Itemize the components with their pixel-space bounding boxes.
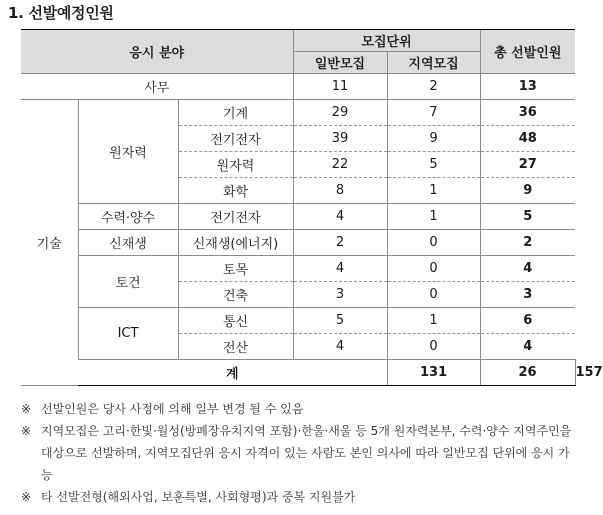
- header-unit: 모집단위: [293, 30, 480, 52]
- header-total: 총 선발인원: [480, 30, 575, 74]
- general-count: 3: [293, 282, 387, 308]
- sub-label: 전기전자: [178, 126, 293, 152]
- regional-count: 0: [387, 334, 480, 360]
- sub-label: 기계: [178, 100, 293, 126]
- regional-count: 1: [387, 308, 480, 334]
- regional-count: 0: [387, 230, 480, 256]
- general-count: 5: [293, 308, 387, 334]
- general-count: 4: [293, 256, 387, 282]
- note-mark: ※: [21, 424, 32, 438]
- note-item: [21, 398, 581, 420]
- group-civil: 토건: [78, 256, 178, 308]
- general-count: 4: [293, 204, 387, 230]
- general-count: 39: [293, 126, 387, 152]
- regional-count: 0: [387, 256, 480, 282]
- office-total: 13: [480, 74, 575, 100]
- note-item: [21, 486, 581, 508]
- note-mark: ※: [21, 490, 32, 504]
- general-count: 22: [293, 152, 387, 178]
- total-count: 4: [480, 256, 575, 282]
- total-count: 4: [480, 334, 575, 360]
- group-ict: ICT: [78, 308, 178, 360]
- note-text: 지역모집은 고리·한빛·월성(방폐장유치지역 포함)·한울·새울 등 5개 원자력본부, 수력·양수 지역주민을 대상으로 선발하며, 지역모집단위 응시 자격이 있는 사람도 본인 의사에 따라 일반모집 단위에 응시 가능: [41, 424, 572, 482]
- total-count: 9: [480, 178, 575, 204]
- header-general: 일반모집: [293, 52, 387, 74]
- general-count: 2: [293, 230, 387, 256]
- regional-count: 0: [387, 282, 480, 308]
- note-text: 선발인원은 당사 사정에 의해 일부 변경 될 수 있음: [41, 402, 304, 416]
- general-count: 8: [293, 178, 387, 204]
- sub-label: 원자력: [178, 152, 293, 178]
- sum-label: 계: [78, 360, 387, 386]
- section-title: 1. 선발예정인원: [8, 4, 114, 22]
- general-count: 29: [293, 100, 387, 126]
- header-regional: 지역모집: [387, 52, 480, 74]
- regional-count: 7: [387, 100, 480, 126]
- total-count: 2: [480, 230, 575, 256]
- header-field: 응시 분야: [21, 30, 293, 74]
- tech-label: 기술: [21, 100, 78, 386]
- sub-label: 건축: [178, 282, 293, 308]
- note-text: 타 선발전형(해외사업, 보훈특별, 사회형평)과 중복 지원불가: [41, 490, 356, 504]
- regional-count: 9: [387, 126, 480, 152]
- sub-label: 통신: [178, 308, 293, 334]
- total-count: 36: [480, 100, 575, 126]
- sub-label: 토목: [178, 256, 293, 282]
- office-label: 사무: [21, 74, 293, 100]
- total-count: 27: [480, 152, 575, 178]
- group-renewable: 신재생: [78, 230, 178, 256]
- sub-label: 전산: [178, 334, 293, 360]
- total-count: 48: [480, 126, 575, 152]
- sub-label: 화학: [178, 178, 293, 204]
- sub-label: 신재생(에너지): [178, 230, 293, 256]
- total-count: 6: [480, 308, 575, 334]
- regional-count: 5: [387, 152, 480, 178]
- recruitment-table: 응시 분야 모집단위 총 선발인원 일반모집 지역모집 사무 11 2 13 기술 원자력 기계 29 7 36 전기전자 39 9 48 원자력 22 5 27 화학 8 1 9 수력·양수 전기전자 4 1 5 신재생 신재생(에너지) 2 0 2 토건 토목 4 0 4 건축 3 0 3 ICT 통신 5 1 6 전산 4 0 4 계 131 26 157: [21, 29, 575, 386]
- note-item: [21, 420, 581, 486]
- note-mark: ※: [21, 402, 32, 416]
- total-count: 3: [480, 282, 575, 308]
- group-nuclear: 원자력: [78, 100, 178, 204]
- total-count: 5: [480, 204, 575, 230]
- general-count: 4: [293, 334, 387, 360]
- office-regional: 2: [387, 74, 480, 100]
- group-hydro: 수력·양수: [78, 204, 178, 230]
- office-general: 11: [293, 74, 387, 100]
- sub-label: 전기전자: [178, 204, 293, 230]
- sum-regional: 26: [480, 360, 575, 386]
- regional-count: 1: [387, 204, 480, 230]
- regional-count: 1: [387, 178, 480, 204]
- sum-general: 131: [387, 360, 480, 386]
- notes: [21, 398, 581, 508]
